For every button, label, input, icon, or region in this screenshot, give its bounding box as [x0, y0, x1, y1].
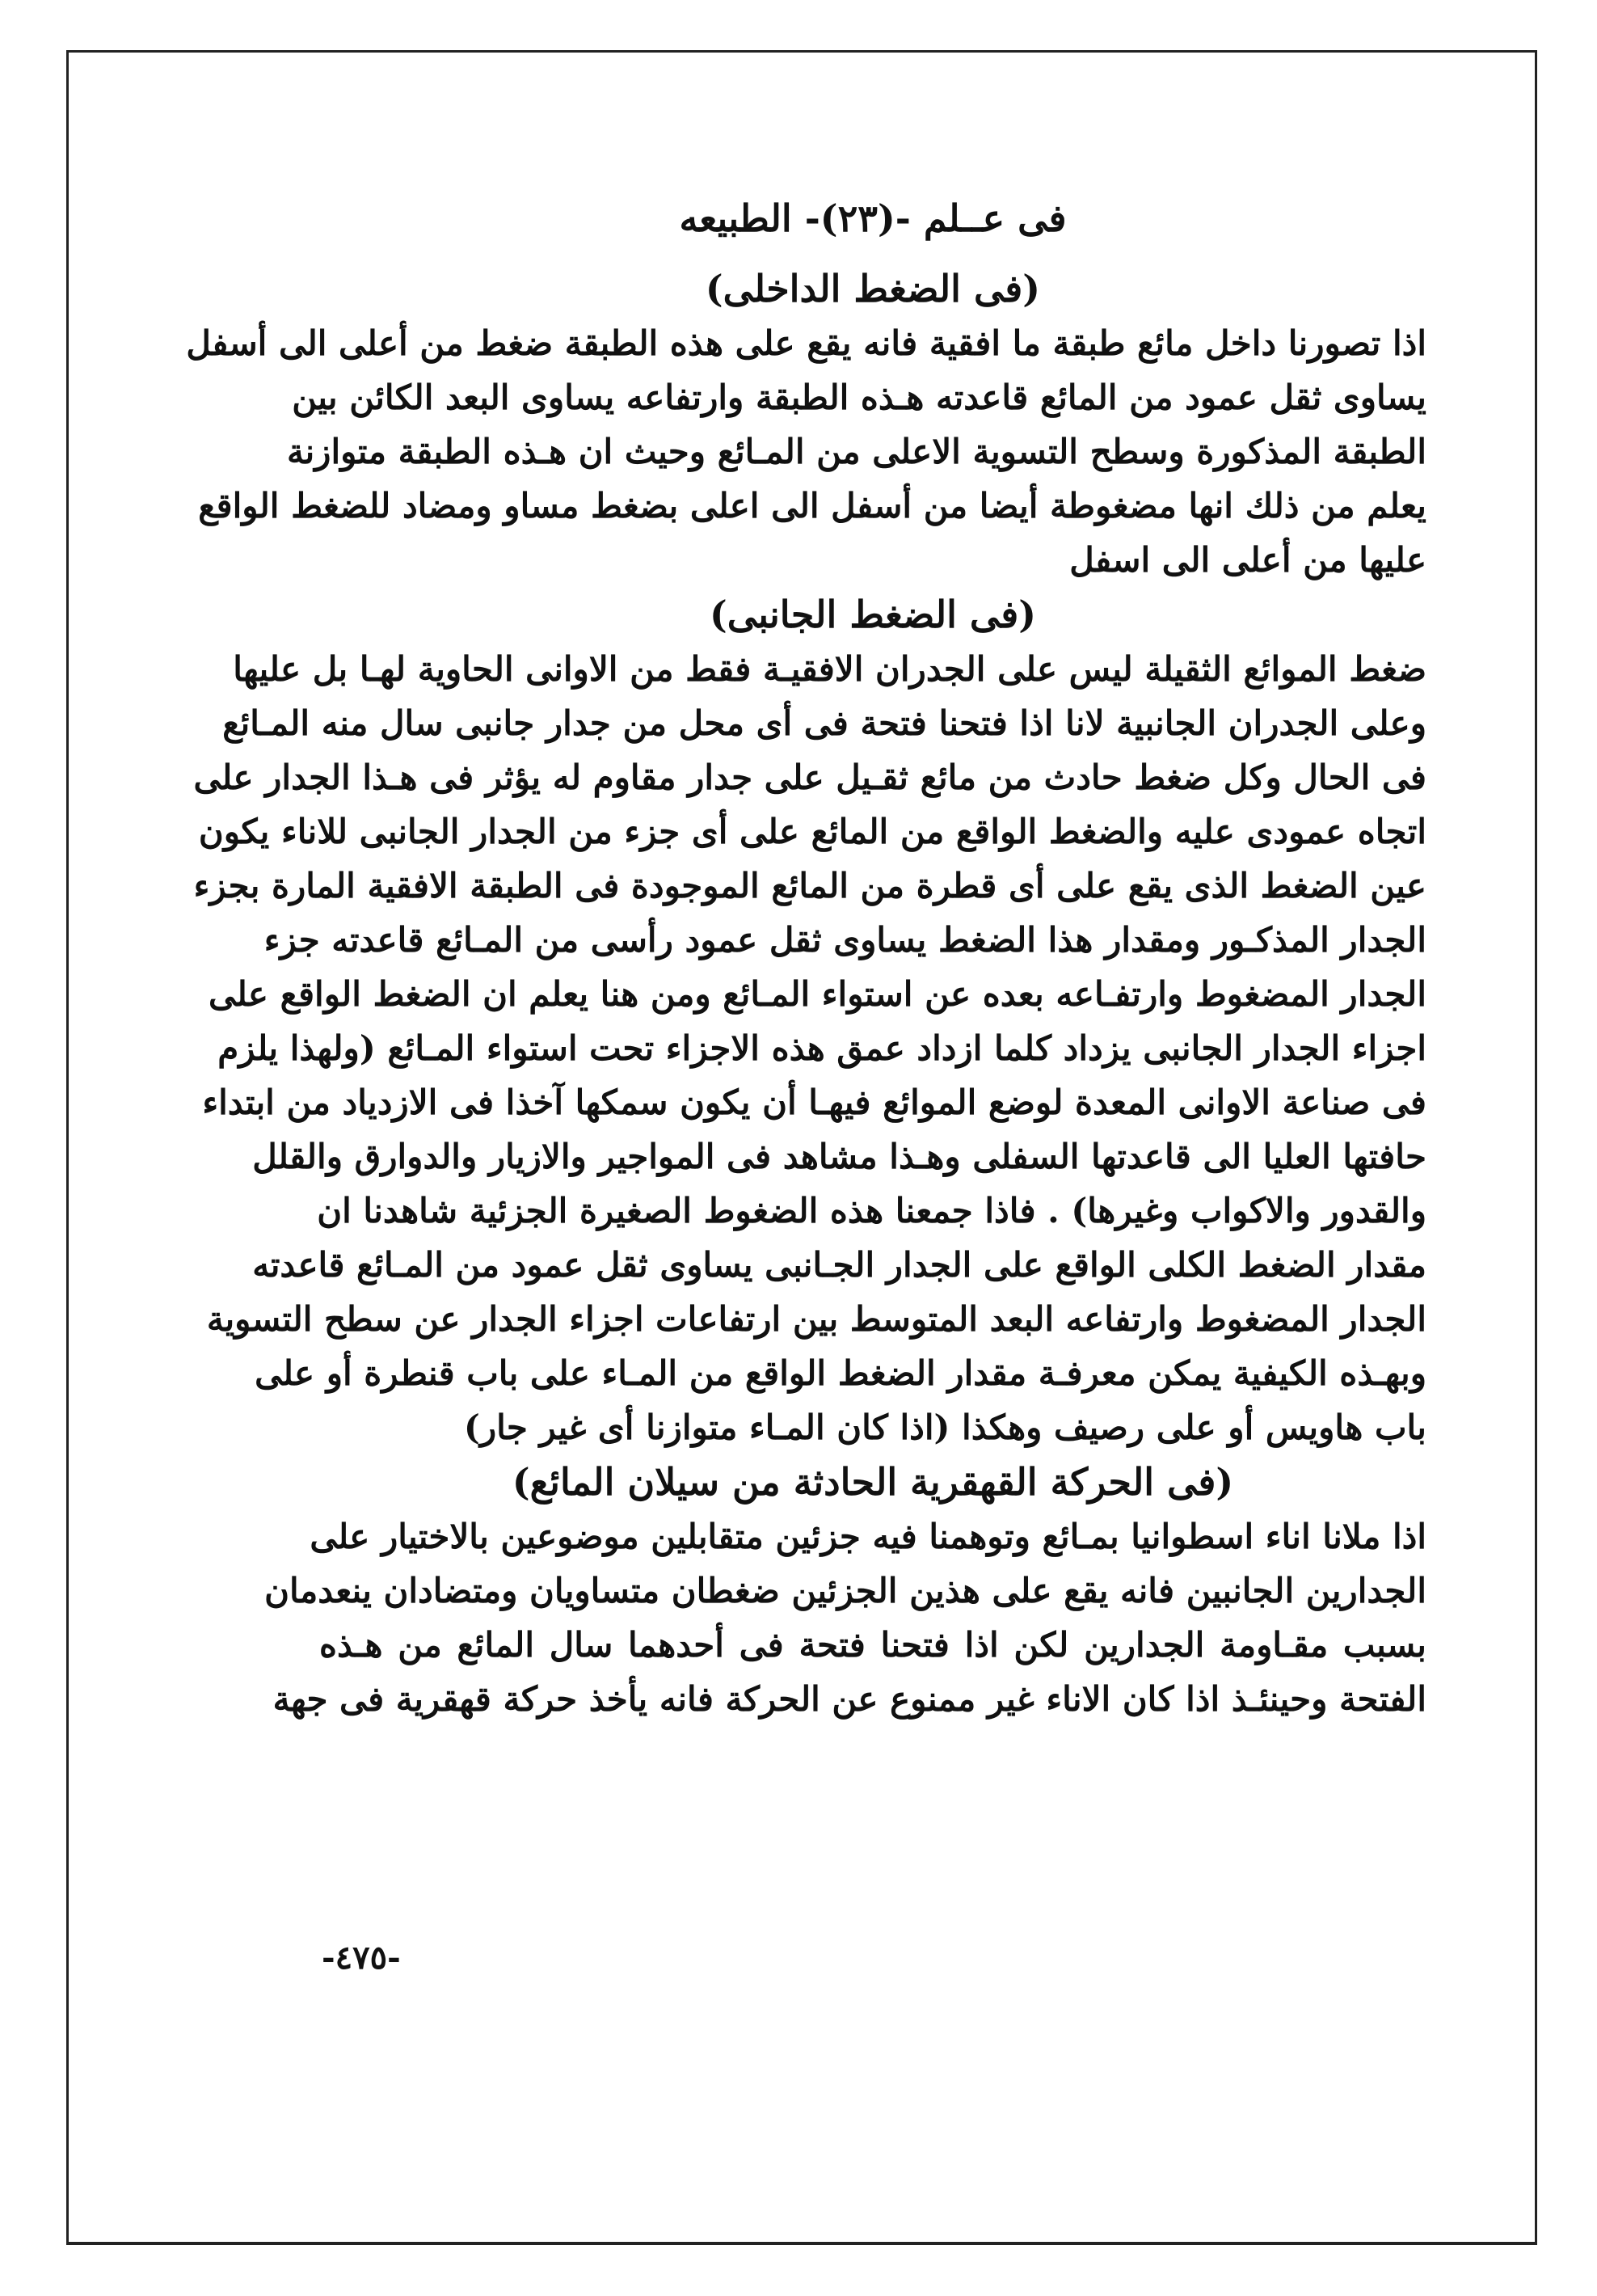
text-line: يساوى ثقل عمود من المائع قاعدته هـذه الطبقة وارتفاعه يساوى البعد الكائن بين [292, 378, 1426, 417]
text-line: فى صناعة الاوانى المعدة لوضع الموائع فيهـا أن يكون سمكها آخذا فى الازدياد من ابتداء [202, 1083, 1426, 1122]
text-line: يعلم من ذلك انها مضغوطة أيضا من أسفل الى اعلى بضغط مساو ومضاد للضغط الواقع [198, 486, 1426, 525]
paragraph [264, 1509, 1426, 1726]
section-heading: (فى الضغط الداخلى) [705, 267, 1041, 310]
section-internal-pressure [186, 261, 1426, 587]
text-line: اتجاه عمودى عليه والضغط الواقع من المائع على أى جزء من الجدار الجانبى للاناء يكون [198, 812, 1426, 851]
text-line: والقدور والاكواب وغيرها) . فاذا جمعنا هذه الضغوط الصغيرة الجزئية شاهدنا ان [317, 1191, 1426, 1230]
page-content [186, 190, 1426, 1726]
text-line: ضغط الموائع الثقيلة ليس على الجدران الافقيـة فقط من الاوانى الحاوية لهـا بل عليها [233, 649, 1426, 689]
text-line: عين الضغط الذى يقع على أى قطرة من المائع الموجودة فى الطبقة الافقية المارة بجزء [193, 866, 1426, 905]
text-line: حافتها العليا الى قاعدتها السفلى وهـذا مشاهد فى المواجير والازيار والدوارق والقلل [252, 1137, 1426, 1176]
paragraph [193, 642, 1426, 1454]
text-line: مقدار الضغط الكلى الواقع على الجدار الجـانبى يساوى ثقل عمود من المـائع قاعدته [252, 1245, 1426, 1285]
text-line: الجدار المضغوط وارتفاعه البعد المتوسط بين ارتفاعات اجزاء الجدار عن سطح التسوية [206, 1299, 1426, 1339]
section-recoil-motion [264, 1454, 1426, 1726]
text-line: اجزاء الجدار الجانبى يزداد كلما ازداد عمق هذه الاجزاء تحت استواء المـائع (ولهذا يلزم [217, 1028, 1426, 1068]
text-line: الجدار المضغوط وارتفـاعه بعده عن استواء المـائع ومن هنا يعلم ان الضغط الواقع على [209, 974, 1426, 1014]
paragraph [186, 316, 1426, 587]
text-line: عليها من أعلى الى اسفل [1069, 540, 1426, 580]
text-line: الفتحة وحينئـذ اذا كان الاناء غير ممنوع عن الحركة فانه يأخذ حركة قهقرية فى جهة [272, 1679, 1426, 1719]
section-heading: (فى الضغط الجانبى) [710, 593, 1036, 636]
section-lateral-pressure [193, 587, 1426, 1454]
text-line: الطبقة المذكورة وسطح التسوية الاعلى من المـائع وحيث ان هـذه الطبقة متوازنة [286, 432, 1426, 471]
page-number: -٤٧٥- [322, 1939, 401, 1977]
text-line: باب هاويس أو على رصيف وهكذا (اذا كان المـاء متوازنا أى غير جار) [463, 1408, 1426, 1447]
text-line: اذا ملانا اناء اسطوانيا بمـائع وتوهمنا فيه جزئين متقابلين موضوعين بالاختيار على [310, 1517, 1426, 1556]
section-heading: (فى الحركة القهقرية الحادثة من سيلان المائع) [512, 1460, 1234, 1504]
running-head: فى عــلم -(٢٣)- الطبيعه [679, 196, 1067, 240]
text-line: اذا تصورنا داخل مائع طبقة ما افقية فانه يقع على هذه الطبقة ضغط من أعلى الى أسفل [186, 323, 1426, 363]
text-line: بسبب مقـاومة الجدارين لكن اذا فتحنا فتحة فى أحدهما سال المائع من هـذه [319, 1625, 1426, 1665]
text-line: وبهـذه الكيفية يمكن معرفـة مقدار الضغط الواقع من المـاء على باب قنطرة أو على [255, 1353, 1426, 1393]
text-line: الجدارين الجانبين فانه يقع على هذين الجزئين ضغطان متساويان ومتضادان ينعدمان [264, 1571, 1426, 1610]
text-line: الجدار المذكـور ومقدار هذا الضغط يساوى ثقل عمود رأسى من المـائع قاعدته جزء [263, 920, 1426, 960]
text-line: فى الحال وكل ضغط حادث من مائع ثقـيل على جدار مقاوم له يؤثر فى هـذا الجدار على [193, 758, 1426, 797]
text-line: وعلى الجدران الجانبية لانا اذا فتحنا فتحة فى أى محل من جدار جانبى سال منه المـائع [222, 703, 1426, 743]
